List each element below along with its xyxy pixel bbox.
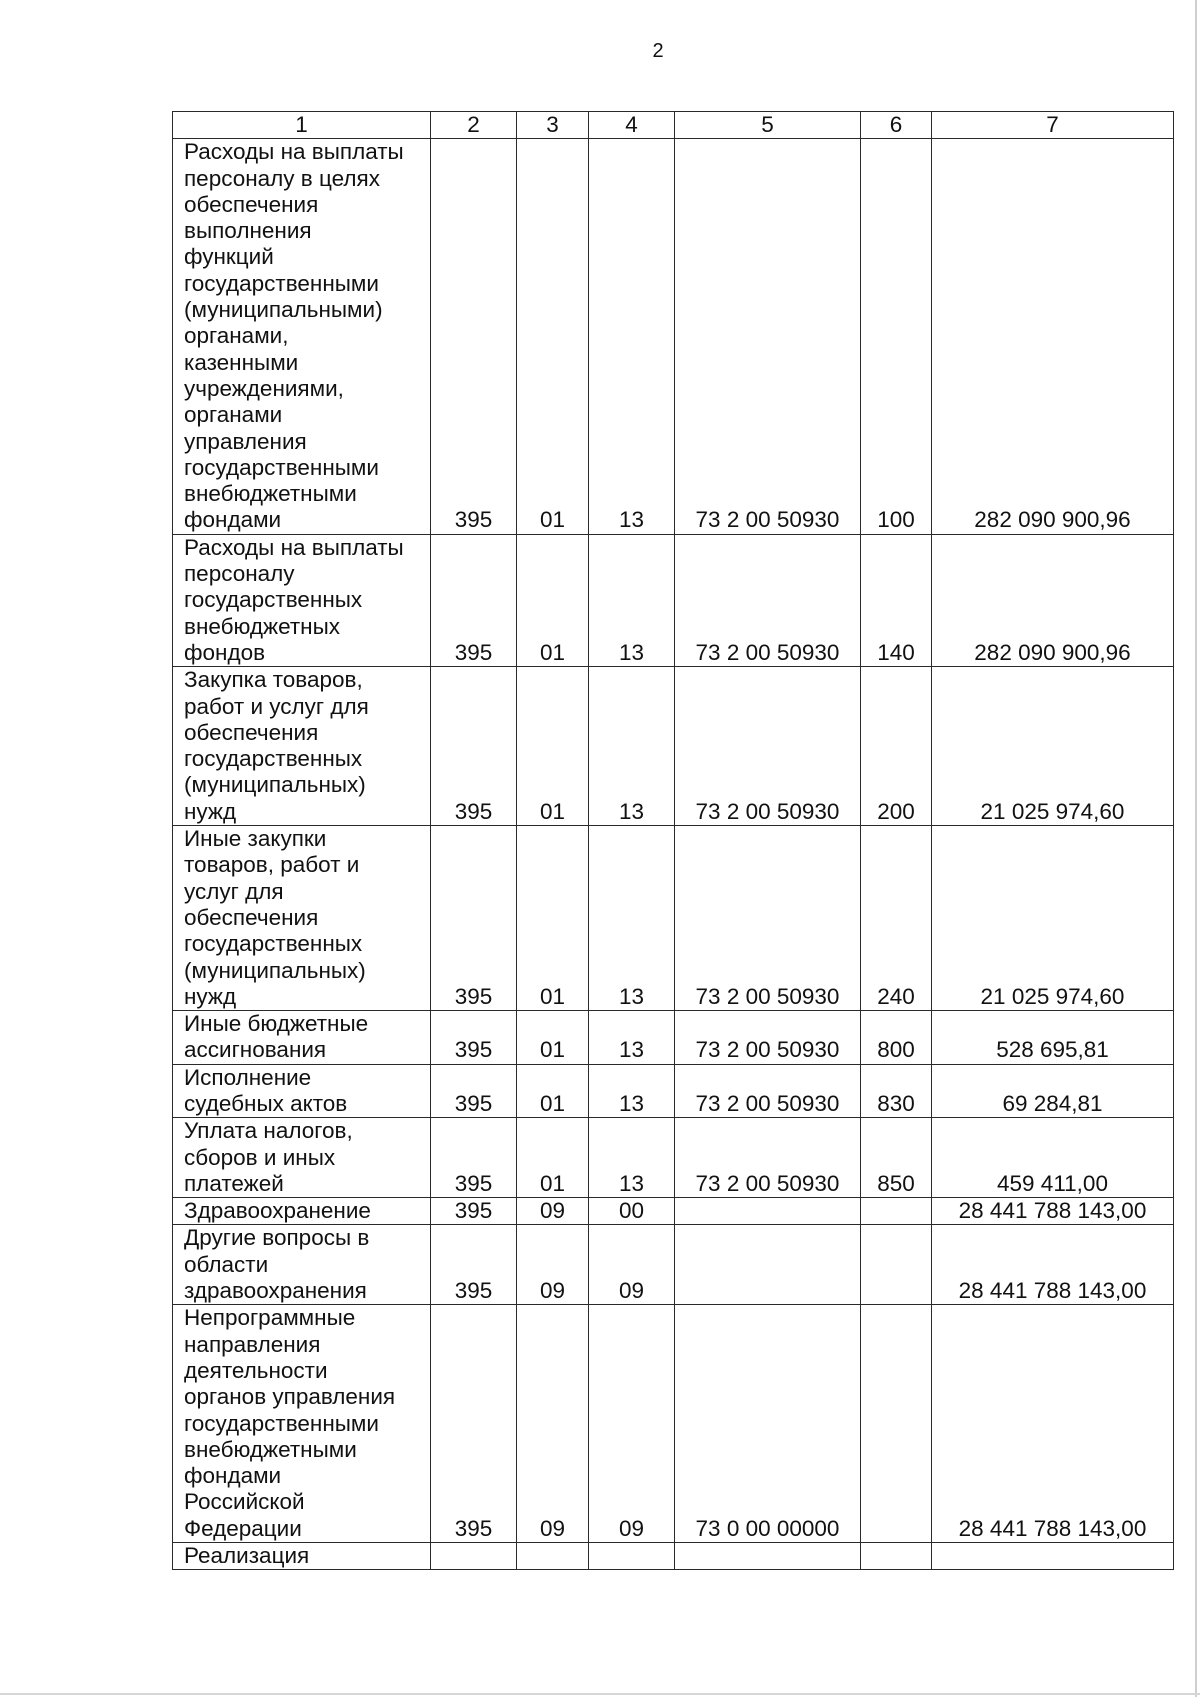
row-target-article: 73 0 00 00000 [675, 1305, 861, 1543]
row-target-article [675, 1543, 861, 1570]
row-description [173, 1064, 431, 1118]
description-line: товаров, работ и [184, 852, 360, 878]
row-subsection-code: 09 [589, 1225, 675, 1305]
description-line: персоналу [184, 561, 295, 587]
table-row [173, 1225, 1174, 1305]
row-expense-type: 800 [861, 1011, 932, 1065]
table-header-row [173, 112, 1174, 139]
row-amount: 282 090 900,96 [932, 139, 1174, 534]
description-line: выполнения [184, 218, 312, 244]
row-target-article: 73 2 00 50930 [675, 1011, 861, 1065]
table-row [173, 139, 1174, 534]
description-line: услуг для [184, 878, 284, 904]
row-description [173, 1225, 431, 1305]
row-expense-type: 850 [861, 1118, 932, 1198]
description-line: деятельности [184, 1357, 328, 1383]
row-section-code: 01 [517, 1064, 589, 1118]
description-line: нужд [184, 798, 237, 824]
row-expense-type [861, 1225, 932, 1305]
row-amount: 282 090 900,96 [932, 534, 1174, 666]
row-section-code: 09 [517, 1225, 589, 1305]
row-target-article: 73 2 00 50930 [675, 1118, 861, 1198]
row-section-code [517, 1543, 589, 1570]
row-description [173, 139, 431, 534]
description-line: учреждениями, [184, 375, 344, 401]
row-section-code: 09 [517, 1198, 589, 1225]
description-line: обеспечения [184, 719, 319, 745]
row-section-code: 01 [517, 1118, 589, 1198]
row-target-article [675, 1225, 861, 1305]
row-subsection-code: 13 [589, 826, 675, 1011]
row-gr-code: 395 [431, 826, 517, 1011]
row-amount: 21 025 974,60 [932, 667, 1174, 826]
table-row [173, 826, 1174, 1011]
description-line: работ и услуг для [184, 693, 369, 719]
row-description [173, 1011, 431, 1065]
row-gr-code [431, 1543, 517, 1570]
row-target-article: 73 2 00 50930 [675, 826, 861, 1011]
row-description [173, 1198, 431, 1225]
table-row [173, 1118, 1174, 1198]
row-subsection-code [589, 1543, 675, 1570]
description-line: Здравоохранение [184, 1198, 371, 1224]
description-line: (муниципальными) [184, 297, 383, 323]
row-subsection-code: 00 [589, 1198, 675, 1225]
row-subsection-code: 13 [589, 1064, 675, 1118]
table-row [173, 534, 1174, 666]
row-description [173, 826, 431, 1011]
row-gr-code: 395 [431, 667, 517, 826]
description-line: Расходы на выплаты [184, 534, 404, 560]
row-target-article: 73 2 00 50930 [675, 139, 861, 534]
description-line: нужд [184, 983, 237, 1009]
row-expense-type: 140 [861, 534, 932, 666]
row-section-code: 01 [517, 139, 589, 534]
page-edge-shadow-right [1195, 0, 1197, 1697]
description-line: области [184, 1251, 269, 1277]
row-amount: 28 441 788 143,00 [932, 1225, 1174, 1305]
row-description [173, 667, 431, 826]
row-gr-code: 395 [431, 139, 517, 534]
description-line: внебюджетными [184, 1436, 357, 1462]
row-gr-code: 395 [431, 1118, 517, 1198]
description-line: Уплата налогов, [184, 1118, 353, 1144]
description-line: здравоохранения [184, 1278, 367, 1304]
description-line: Закупка товаров, [184, 667, 363, 693]
description-line: государственными [184, 1410, 379, 1436]
row-description [173, 1543, 431, 1570]
row-expense-type: 200 [861, 667, 932, 826]
row-target-article: 73 2 00 50930 [675, 667, 861, 826]
description-line: платежей [184, 1170, 284, 1196]
description-line: ассигнования [184, 1037, 327, 1063]
description-line: Непрограммные [184, 1305, 356, 1331]
description-line: сборов и иных [184, 1144, 336, 1170]
description-line: внебюджетными [184, 481, 357, 507]
description-line: государственных [184, 931, 363, 957]
row-amount: 28 441 788 143,00 [932, 1198, 1174, 1225]
description-line: (муниципальных) [184, 957, 366, 983]
row-subsection-code: 09 [589, 1305, 675, 1543]
row-gr-code: 395 [431, 1305, 517, 1543]
row-subsection-code: 13 [589, 534, 675, 666]
row-description [173, 1118, 431, 1198]
row-target-article: 73 2 00 50930 [675, 534, 861, 666]
description-line: Реализация [184, 1543, 310, 1569]
description-line: обеспечения [184, 904, 319, 930]
row-amount: 21 025 974,60 [932, 826, 1174, 1011]
row-target-article [675, 1198, 861, 1225]
description-line: (муниципальных) [184, 772, 366, 798]
header-cell-2: 2 [431, 112, 517, 139]
description-line: управления [184, 428, 307, 454]
row-gr-code: 395 [431, 1064, 517, 1118]
description-line: Исполнение [184, 1064, 312, 1090]
row-gr-code: 395 [431, 534, 517, 666]
description-line: внебюджетных [184, 613, 341, 639]
description-line: казенными [184, 349, 299, 375]
row-target-article: 73 2 00 50930 [675, 1064, 861, 1118]
description-line: государственных [184, 746, 363, 772]
row-description [173, 534, 431, 666]
header-cell-1: 1 [173, 112, 431, 139]
row-expense-type [861, 1198, 932, 1225]
description-line: судебных актов [184, 1090, 348, 1116]
header-cell-6: 6 [861, 112, 932, 139]
description-line: Иные бюджетные [184, 1011, 369, 1037]
row-description [173, 1305, 431, 1543]
description-line: Расходы на выплаты [184, 139, 404, 165]
description-line: фондов [184, 639, 266, 665]
table-row [173, 667, 1174, 826]
description-line: функций [184, 244, 274, 270]
row-amount: 69 284,81 [932, 1064, 1174, 1118]
description-line: персоналу в целях [184, 165, 380, 191]
description-line: Другие вопросы в [184, 1225, 370, 1251]
header-cell-4: 4 [589, 112, 675, 139]
row-amount: 528 695,81 [932, 1011, 1174, 1065]
description-line: Федерации [184, 1515, 302, 1541]
table-row [173, 1305, 1174, 1543]
row-subsection-code: 13 [589, 667, 675, 826]
description-line: фондами [184, 1463, 282, 1489]
header-cell-3: 3 [517, 112, 589, 139]
row-section-code: 01 [517, 1011, 589, 1065]
description-line: Российской [184, 1489, 305, 1515]
row-section-code: 01 [517, 826, 589, 1011]
table-row [173, 1011, 1174, 1065]
description-line: органами [184, 402, 283, 428]
row-section-code: 01 [517, 667, 589, 826]
row-subsection-code: 13 [589, 139, 675, 534]
description-line: государственными [184, 454, 379, 480]
row-gr-code: 395 [431, 1225, 517, 1305]
page-number: 2 [652, 40, 664, 62]
description-line: органами, [184, 323, 289, 349]
description-line: направления [184, 1331, 321, 1357]
row-gr-code: 395 [431, 1011, 517, 1065]
row-expense-type: 830 [861, 1064, 932, 1118]
table-row [173, 1064, 1174, 1118]
page-edge-shadow-bottom [0, 1693, 1200, 1695]
description-line: государственных [184, 587, 363, 613]
row-subsection-code: 13 [589, 1011, 675, 1065]
row-amount: 28 441 788 143,00 [932, 1305, 1174, 1543]
row-section-code: 01 [517, 534, 589, 666]
header-cell-7: 7 [932, 112, 1174, 139]
row-amount [932, 1543, 1174, 1570]
table-row [173, 1543, 1174, 1570]
budget-table [172, 111, 1174, 1570]
row-expense-type [861, 1543, 932, 1570]
row-subsection-code: 13 [589, 1118, 675, 1198]
description-line: Иные закупки [184, 826, 327, 852]
row-expense-type: 100 [861, 139, 932, 534]
description-line: государственными [184, 270, 379, 296]
description-line: органов управления [184, 1384, 396, 1410]
description-line: обеспечения [184, 191, 319, 217]
row-amount: 459 411,00 [932, 1118, 1174, 1198]
row-gr-code: 395 [431, 1198, 517, 1225]
row-expense-type: 240 [861, 826, 932, 1011]
table-row [173, 1198, 1174, 1225]
header-cell-5: 5 [675, 112, 861, 139]
row-expense-type [861, 1305, 932, 1543]
description-line: фондами [184, 507, 282, 533]
row-section-code: 09 [517, 1305, 589, 1543]
